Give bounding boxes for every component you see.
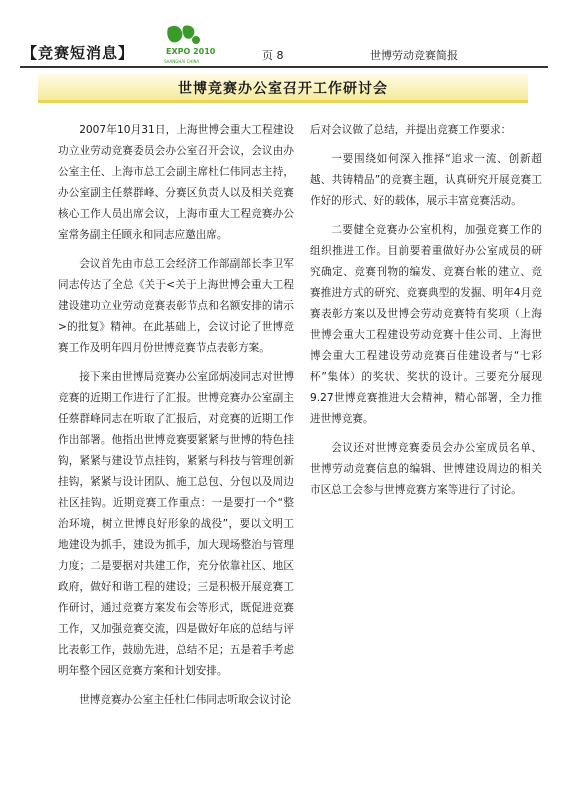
right-column — [310, 120, 542, 509]
paragraph: 会议还对世博竞赛委员会办公室成员名单、世博劳动竞赛信息的编辑、世博建设周边的相关市区总工会参与世博竞赛方案等进行了讨论。 — [310, 442, 542, 496]
title-band — [38, 74, 528, 103]
page-header — [0, 0, 565, 72]
logo-text: EXPO 2010 — [166, 47, 216, 56]
section-tag: 【竞赛短消息】 — [22, 44, 135, 62]
paragraph: 2007年10月31日，上海世博会重大工程建设功立业劳动竞赛委员会办公室召开会议，会议由办公室主任、上海市总工会副主席杜仁伟同志主持，办公室副主任蔡群峰、分赛区负责人以及相关竞赛核心工作人员出席会议，上海市重大工程竞赛办公室常务副主任顾永和同志应邀出席。 — [58, 124, 294, 241]
left-column — [58, 120, 294, 719]
paragraph: 二要健全竞赛办公室机构，加强竞赛工作的组织推进工作。目前要着重做好办公室成员的研究确定、竞赛刊物的编发、竞赛台帐的建立、竞赛推进方式的研究、竞赛典型的发掘、明年4月竞赛表彰方案以及世博会劳动竞赛特有奖项（上海世博会重大工程建设劳动竞赛十佳公司、上海世博会重大工程建设劳动竞赛百佳建设者与“七彩杯”集体）的奖状、奖状的设计。三要充分展现9.27世博竞赛推进大会精神，精心部署，全力推进世博竞赛。 — [310, 224, 542, 425]
page-number: 页 8 — [262, 49, 284, 62]
paragraph: 接下来由世博局竞赛办公室邱炳凌同志对世博竞赛的近期工作进行了汇报。世博竞赛办公室副主任蔡群峰同志在听取了汇报后，对竞赛的近期工作作出部署。他指出世博竞赛要紧紧与世博的特色挂钩，紧紧与建设节点挂钩，紧紧与科技与管理创新挂钩，紧紧与设计团队、施工总包、分包以及周边社区挂钩。近期竞赛工作重点：一是要打一个“整治环境，树立世博良好形象的战役”，要以文明工地建设为抓手，建设为抓手，加大现场整治与管理力度；二是要据对共建工作，充分依靠社区、地区政府，做好和谐工程的建设；三是积极开展竞赛工作研讨，通过竞赛方案发布会等形式，既促进竞赛工作，又加强竞赛交流，四是做好年底的总结与评比表彰工作，鼓励先进，总结不足；五是着手考虑明年整个园区竞赛方案和计划安排。 — [58, 371, 294, 677]
paragraph: 世博竞赛办公室主任杜仁伟同志听取会议讨论 — [79, 694, 292, 706]
paragraph: 后对会议做了总结，并提出竞赛工作要求： — [310, 124, 512, 136]
publication-name: 世博劳动竞赛简报 — [370, 49, 458, 62]
paragraph: 会议首先由市总工会经济工作部副部长李卫军同志传达了全总《关于<关于上海世博会重大工程建设建功立业劳动竞赛表彰节点和名额安排的请示>的批复》精神。在此基础上，会议讨论了世博竞赛工作及明年四月份世博竞赛节点表彰方案。 — [58, 258, 294, 354]
expo-logo — [160, 22, 216, 66]
header-rule — [20, 66, 548, 68]
svg-text:SHANGHAI CHINA: SHANGHAI CHINA — [164, 59, 200, 64]
article-title: 世博竞赛办公室召开工作研讨会 — [178, 81, 388, 97]
paragraph: 一要围绕如何深入推择“追求一流、创新超越、共铸精品”的竞赛主题，认真研究开展竞赛工作好的形式、好的载体，展示丰富竞赛活动。 — [310, 153, 542, 207]
